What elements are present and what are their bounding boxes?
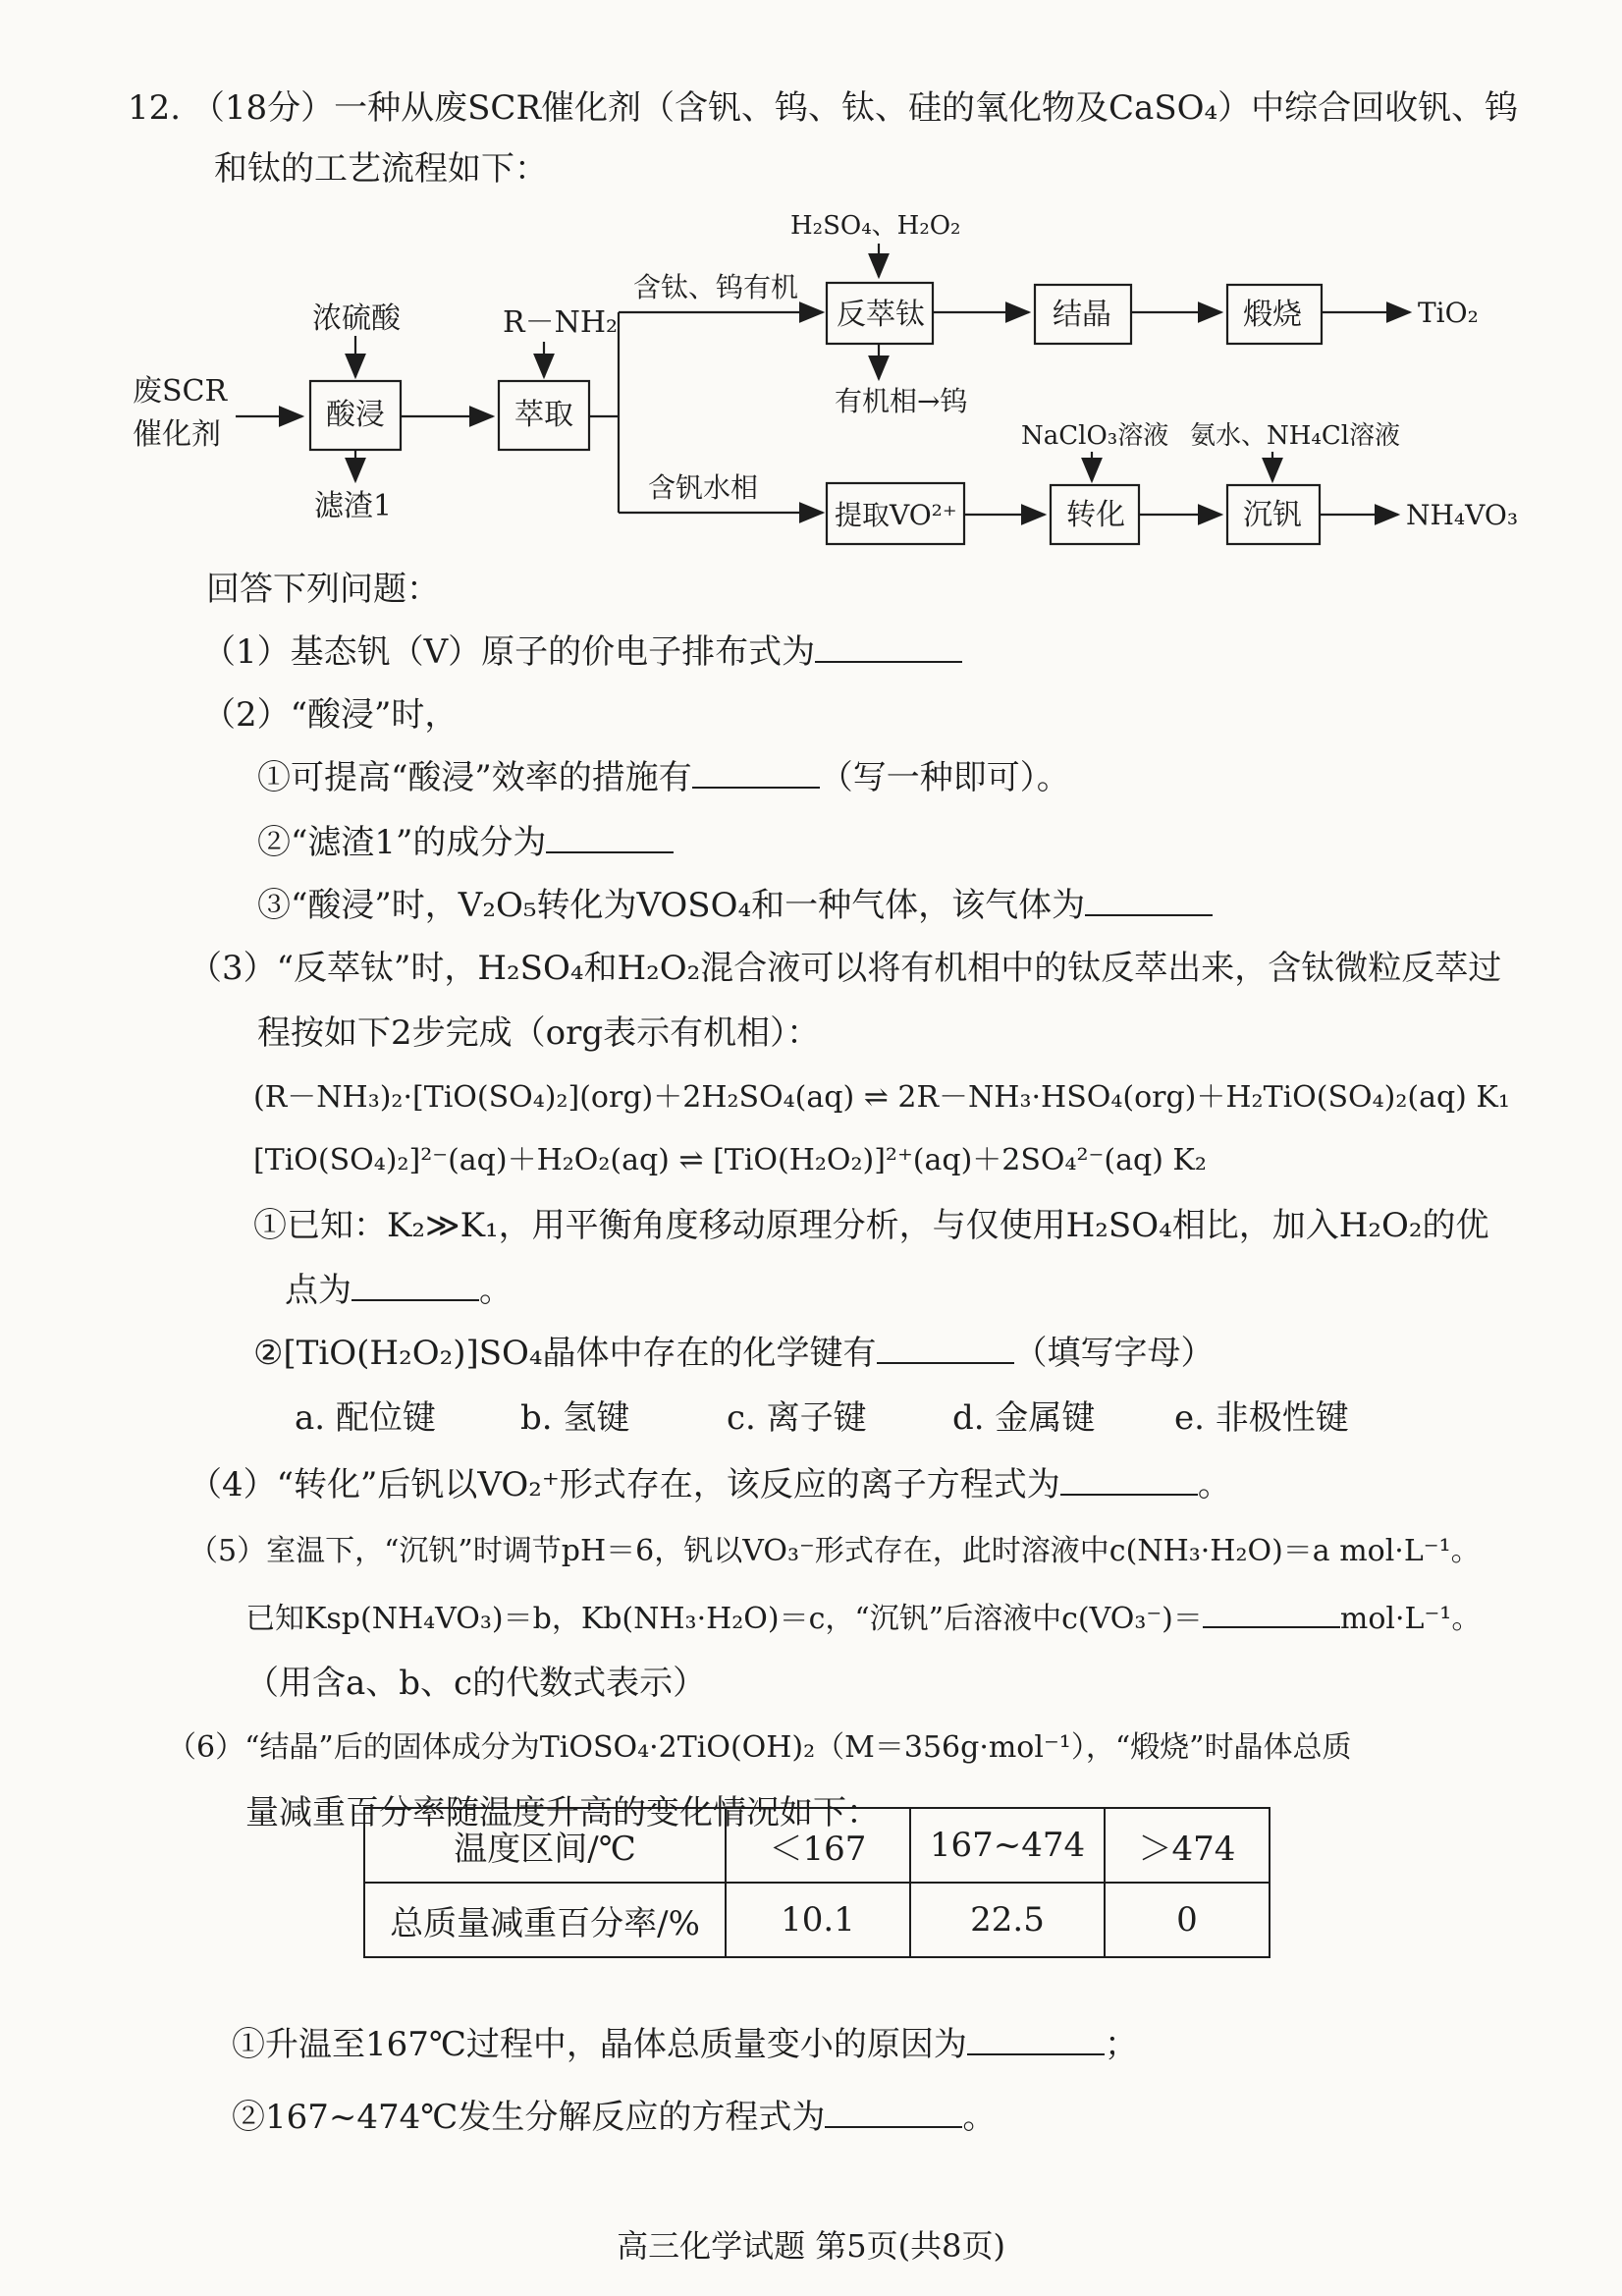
question-header-line2: 和钛的工艺流程如下：	[214, 149, 548, 189]
table-row	[364, 1808, 1270, 1883]
h2so4-h2o2-label: H₂SO₄、H₂O₂	[790, 211, 961, 241]
table-cell: 167~474	[910, 1808, 1105, 1883]
table-cell: 总质量减重百分率/%	[364, 1883, 726, 1957]
page-footer: 高三化学试题 第5页(共8页)	[617, 2227, 1005, 2265]
part2-3-text: ③“酸浸”时，V₂O₅转化为VOSO₄和一种气体，该气体为	[257, 884, 1213, 927]
nh4vo3-product-label: NH₄VO₃	[1406, 499, 1519, 531]
part5-line3: （用含a、b、c的代数式表示）	[245, 1664, 707, 1703]
answer-blank[interactable]	[1060, 1464, 1198, 1496]
aqueous-branch-label: 含钒水相	[648, 471, 759, 504]
feed-label-line2: 催化剂	[133, 417, 221, 452]
process-flowchart	[0, 0, 1622, 570]
part3-line2: 程按如下2步完成（org表示有机相）：	[257, 1013, 821, 1053]
part6-2-text: ②167~474℃发生分解反应的方程式为 。	[232, 2098, 997, 2137]
calcine-label: 煅烧	[1243, 298, 1302, 332]
part6-line1: （6）“结晶”后的固体成分为TiOSO₄·2TiO(OH)₂（M＝356g·mol⁻¹），“煅烧”时晶体总质	[167, 1730, 1352, 1765]
option-e: e. 非极性键	[1174, 1398, 1349, 1438]
answer-blank[interactable]	[1085, 885, 1213, 916]
tio2-product-label: TiO₂	[1418, 297, 1479, 329]
table-cell: 22.5	[910, 1883, 1105, 1957]
convert-label: 转化	[1066, 498, 1125, 532]
feed-label-line1: 废SCR	[133, 374, 228, 409]
residue-label: 滤渣1	[314, 489, 393, 523]
answer-blank[interactable]	[825, 2097, 962, 2128]
part4-text: （4）“转化”后钒以VO₂⁺形式存在，该反应的离子方程式为 。	[189, 1465, 1231, 1504]
answer-blank[interactable]	[967, 2024, 1105, 2055]
part6-1-text: ①升温至167℃过程中，晶体总质量变小的原因为 ；	[232, 2025, 1138, 2064]
equation-1: (R－NH₃)₂·[TiO(SO₄)₂](org)＋2H₂SO₄(aq) ⇌ 2R－NH₃·HSO₄(org)＋H₂TiO(SO₄)₂(aq) K₁	[253, 1080, 1510, 1115]
part3-1-line2: 点为 。	[285, 1271, 513, 1310]
answer-blank[interactable]	[815, 631, 962, 663]
ammonia-label: 氨水、NH₄Cl溶液	[1190, 421, 1401, 451]
part5-line1: （5）室温下，“沉钒”时调节pH＝6，钒以VO₃⁻形式存在，此时溶液中c(NH₃·H₂O)＝a mol·L⁻¹。	[189, 1534, 1481, 1568]
part1-text: （1）基态钒（V）原子的价电子排布式为	[202, 630, 962, 674]
part5-line2: 已知Ksp(NH₄VO₃)＝b，Kb(NH₃·H₂O)＝c，“沉钒”后溶液中c(VO₃⁻)＝ mol·L⁻¹。	[245, 1597, 1481, 1641]
organic-branch-label: 含钛、钨有机	[633, 271, 799, 303]
amine-label: R－NH₂	[503, 305, 619, 340]
naclo3-label: NaClO₃溶液	[1021, 421, 1169, 451]
table-cell: 温度区间/℃	[364, 1808, 726, 1883]
part6-line2: 量减重百分率随温度升高的变化情况如下：	[245, 1793, 880, 1832]
option-a: a. 配位键	[295, 1398, 436, 1438]
option-c: c. 离子键	[727, 1398, 867, 1438]
part3-1-line1: ①已知：K₂≫K₁，用平衡角度移动原理分析，与仅使用H₂SO₄相比，加入H₂O₂的优	[253, 1206, 1489, 1245]
option-b: b. 氢键	[520, 1398, 630, 1438]
part3-2-text: ②[TiO(H₂O₂)]SO₄晶体中存在的化学键有 （填写字母）	[253, 1334, 1215, 1373]
conc-acid-label: 浓硫酸	[312, 301, 401, 336]
option-d: d. 金属键	[952, 1398, 1096, 1438]
strip-ti-label: 反萃钛	[837, 298, 925, 332]
answer-blank[interactable]	[877, 1333, 1014, 1364]
part3-line1: （3）“反萃钛”时，H₂SO₄和H₂O₂混合液可以将有机相中的钛反萃出来，含钛微粒反萃过	[189, 949, 1502, 988]
precip-v-label: 沉钒	[1243, 498, 1302, 532]
answer-blank[interactable]	[692, 757, 820, 789]
part2-1-text: ①可提高“酸浸”效率的措施有 （写一种即可）。	[257, 758, 1070, 797]
question-header-line1: 12. （18分）一种从废SCR催化剂（含钒、钨、钛、硅的氧化物及CaSO₄）中综合回收钒、钨	[128, 88, 1519, 128]
answer-blank[interactable]	[1203, 1597, 1340, 1628]
table-cell: 0	[1105, 1883, 1270, 1957]
acid-leach-label: 酸浸	[326, 398, 385, 432]
organic-phase-label: 有机相→钨	[835, 385, 968, 417]
answer-blank[interactable]	[546, 822, 674, 853]
crystallize-label: 结晶	[1053, 298, 1111, 332]
table-cell: ＞474	[1105, 1808, 1270, 1883]
extract-vo2-label: 提取VO²⁺	[835, 499, 957, 531]
answer-blank[interactable]	[351, 1270, 479, 1301]
extraction-label: 萃取	[514, 398, 573, 432]
prompt-text: 回答下列问题：	[206, 570, 440, 609]
part2-2-text: ②“滤渣1”的成分为	[257, 821, 674, 864]
table-cell: ＜167	[726, 1808, 910, 1883]
equation-2: [TiO(SO₄)₂]²⁻(aq)＋H₂O₂(aq) ⇌ [TiO(H₂O₂)]²⁺(aq)＋2SO₄²⁻(aq) K₂	[253, 1143, 1207, 1177]
part2-text: （2）“酸浸”时，	[202, 695, 459, 735]
mass-loss-table	[363, 1807, 1271, 1958]
table-cell: 10.1	[726, 1883, 910, 1957]
table-row	[364, 1883, 1270, 1957]
